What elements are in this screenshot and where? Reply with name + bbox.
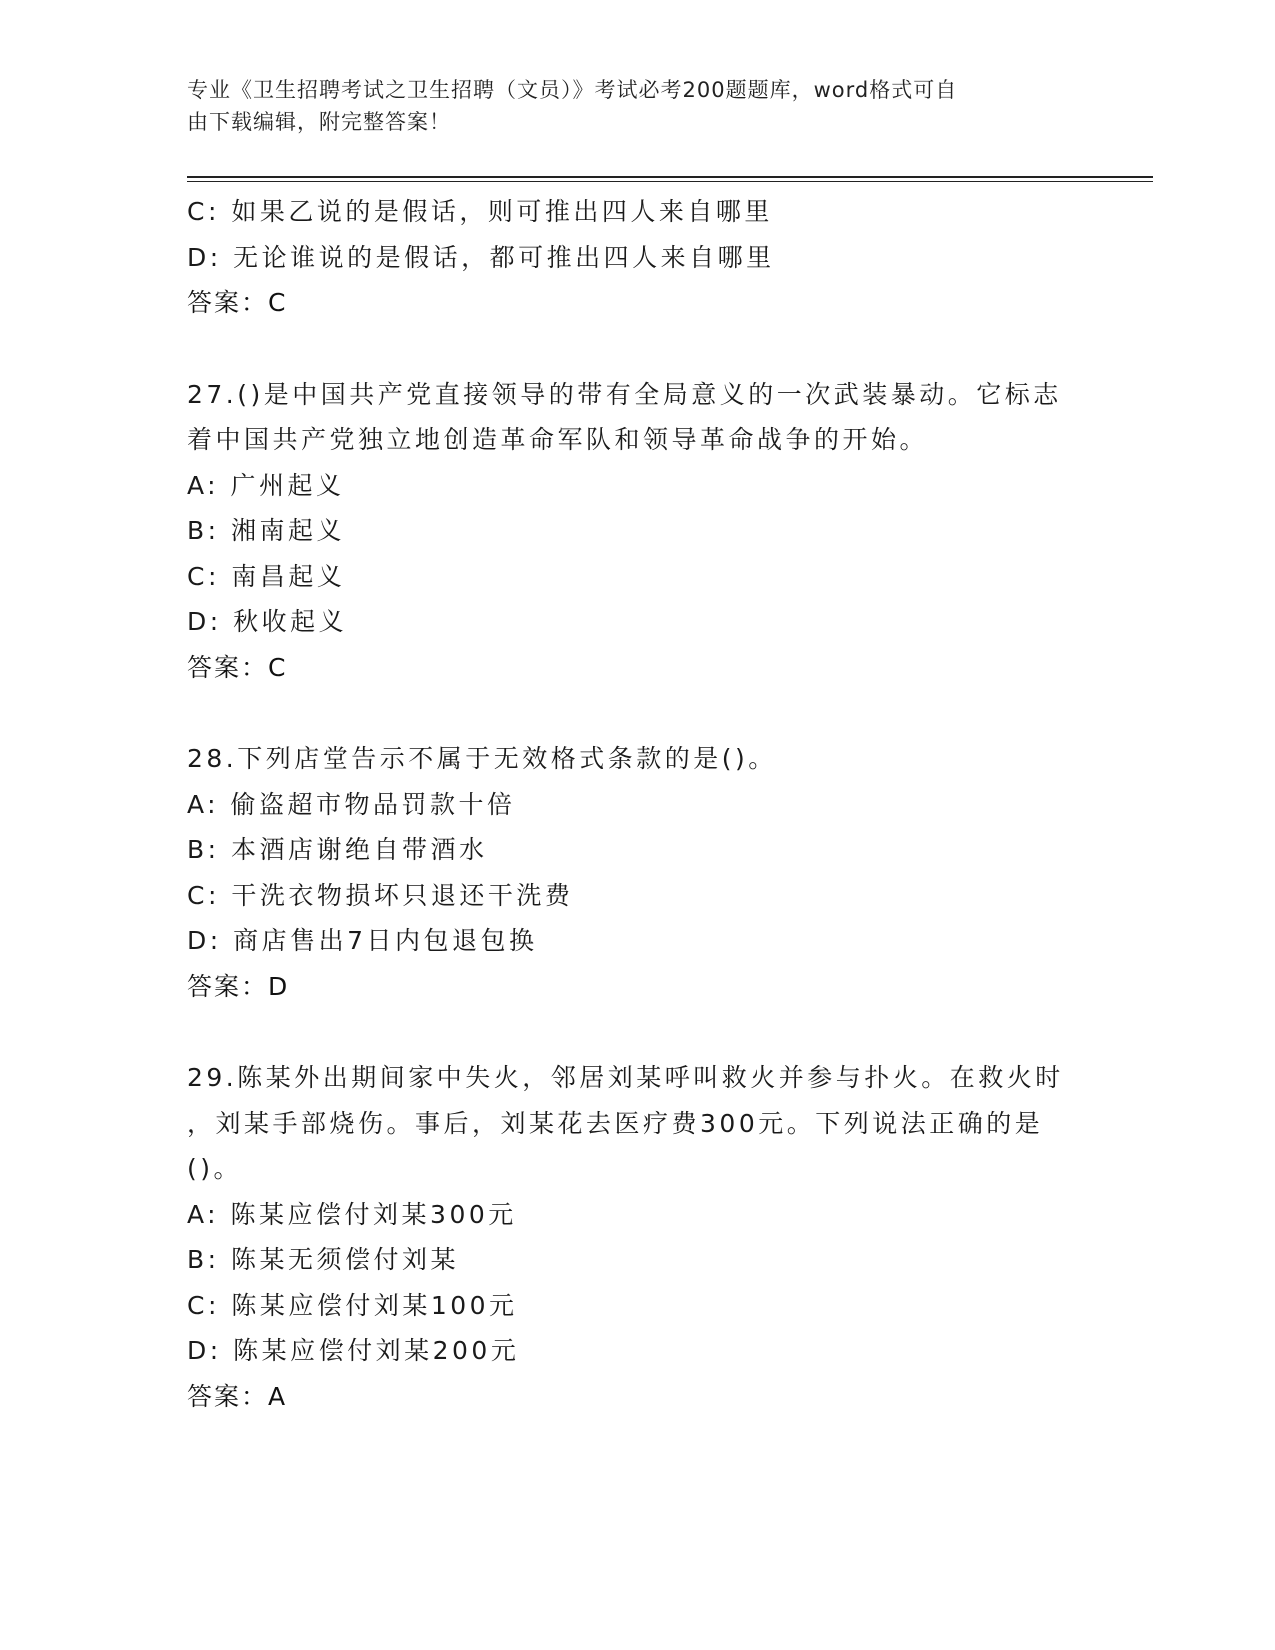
question-27: [187, 372, 1087, 691]
option-d: D: 商店售出7日内包退包换: [187, 926, 538, 955]
answer-line: 答案：A: [187, 1381, 288, 1411]
answer-line: 答案：C: [187, 288, 288, 317]
spacer: [187, 690, 1087, 736]
header-divider-thin: [187, 181, 1153, 182]
question-list: [187, 189, 1087, 1419]
option-c: C: 干洗衣物损坏只退还干洗费: [187, 880, 574, 910]
spacer: [187, 326, 1087, 372]
question-26-continued: [187, 189, 1087, 326]
option-c: C: 如果乙说的是假话，则可推出四人来自哪里: [187, 197, 773, 226]
option-d: D: 秋收起义: [187, 607, 348, 636]
option-b: B: 本酒店谢绝自带酒水: [187, 835, 488, 864]
option-b: B: 湘南起义: [187, 516, 346, 545]
option-b: B: 陈某无须偿付刘某: [187, 1245, 460, 1274]
option-d: D: 陈某应偿付刘某200元: [187, 1336, 520, 1365]
question-stem-line: ()。: [187, 1154, 243, 1183]
question-stem-line: 着中国共产党独立地创造革命军队和领导革命战争的开始。: [187, 425, 929, 454]
question-29: [187, 1055, 1087, 1419]
header-line-1: 专业《卫生招聘考试之卫生招聘（文员）》考试必考200题题库，word格式可自: [187, 78, 958, 102]
spacer: [187, 1009, 1087, 1055]
answer-line: 答案：D: [187, 971, 290, 1001]
question-28: [187, 736, 1087, 1009]
option-d: D: 无论谁说的是假话，都可推出四人来自哪里: [187, 242, 775, 272]
question-stem-line: ，刘某手部烧伤。事后，刘某花去医疗费300元。下列说法正确的是: [187, 1108, 1044, 1138]
option-a: A: 偷盗超市物品罚款十倍: [187, 789, 516, 819]
option-a: A: 陈某应偿付刘某300元: [187, 1199, 517, 1229]
document-header: [187, 74, 1067, 138]
question-stem-line: 29.陈某外出期间家中失火，邻居刘某呼叫救火并参与扑火。在救火时: [187, 1063, 1064, 1092]
header-divider-thick: [187, 176, 1153, 178]
option-c: C: 陈某应偿付刘某100元: [187, 1290, 518, 1320]
header-line-2: 由下载编辑，附完整答案！: [187, 110, 451, 134]
answer-line: 答案：C: [187, 652, 288, 682]
option-a: A: 广州起义: [187, 470, 345, 500]
question-stem-line: 27.()是中国共产党直接领导的带有全局意义的一次武装暴动。它标志: [187, 379, 1062, 409]
question-stem-line: 28.下列店堂告示不属于无效格式条款的是()。: [187, 744, 777, 773]
option-c: C: 南昌起义: [187, 561, 346, 591]
